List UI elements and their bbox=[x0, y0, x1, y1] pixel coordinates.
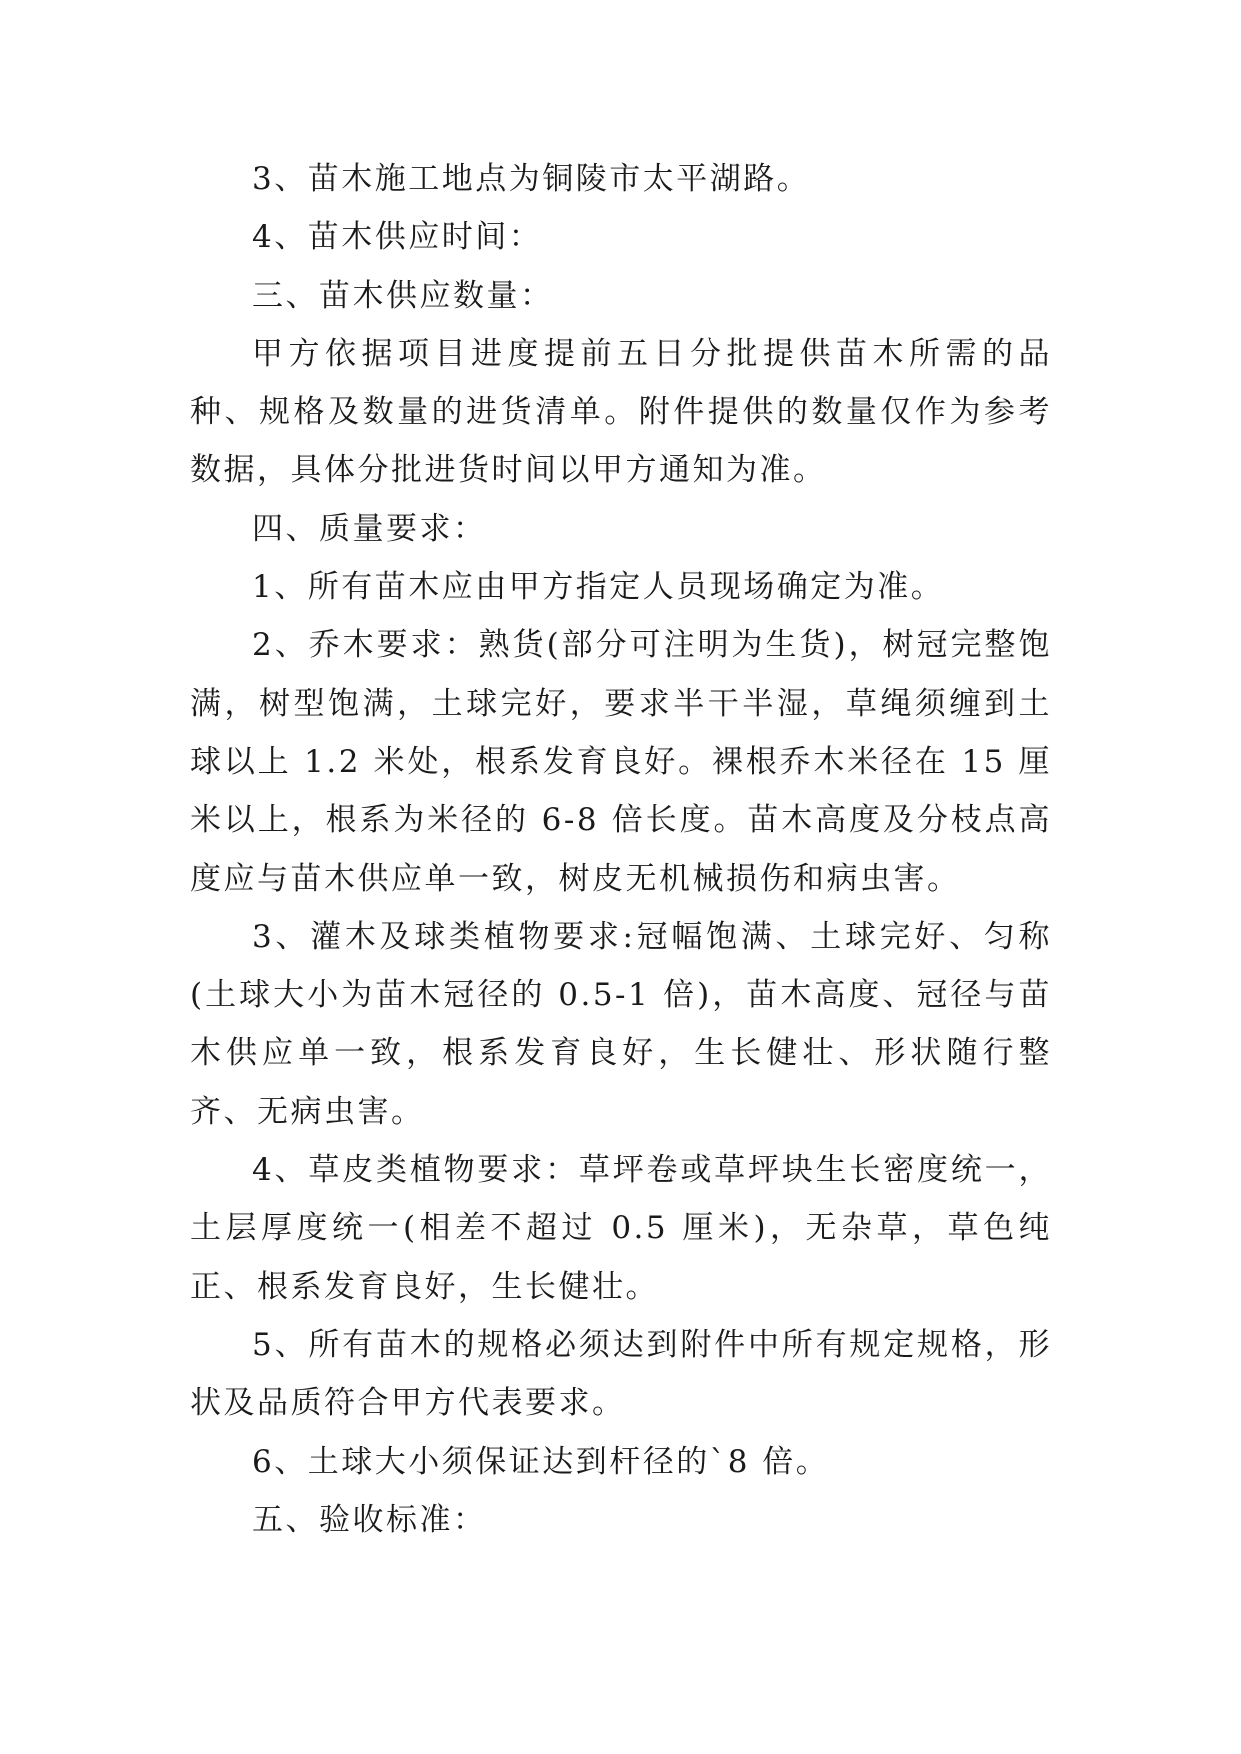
paragraph-quality-6-rootball: 6、土球大小须保证达到杆径的`8 倍。 bbox=[252, 1443, 830, 1480]
paragraph-quality-5-specs: 5、所有苗木的规格必须达到附件中所有规定规格，形状及品质符合甲方代表要求。 bbox=[190, 1326, 1052, 1422]
heading-quality-requirements: 四、质量要求： bbox=[252, 510, 487, 547]
paragraph-construction-site: 3、苗木施工地点为铜陵市太平湖路。 bbox=[252, 161, 811, 197]
document-body bbox=[190, 150, 1052, 1549]
paragraph-quality-3-shrubs: 3、灌木及球类植物要求:冠幅饱满、土球完好、匀称(土球大小为苗木冠径的 0.5-1 倍)，苗木高度、冠径与苗木供应单一致，根系发育良好，生长健壮、形状随行整齐、无病虫害。 bbox=[190, 918, 1052, 1130]
paragraph-quality-2-trees: 2、乔木要求：熟货(部分可注明为生货)，树冠完整饱满，树型饱满，土球完好，要求半干半湿，草绳须缠到土球以上 1.2 米处，根系发育良好。裸根乔木米径在 15 厘米以上，根系为米径的 6-8 倍长度。苗木高度及分枝点高度应与苗木供应单一致，树皮无机械损伤和病虫害。 bbox=[190, 627, 1052, 897]
heading-acceptance-standard: 五、验收标准： bbox=[252, 1501, 487, 1538]
paragraph-quality-1: 1、所有苗木应由甲方指定人员现场确定为准。 bbox=[252, 569, 945, 606]
paragraph-quantity-details: 甲方依据项目进度提前五日分批提供苗木所需的品种、规格及数量的进货清单。附件提供的数量仅作为参考数据，具体分批进货时间以甲方通知为准。 bbox=[190, 335, 1052, 489]
paragraph-quality-4-turf: 4、草皮类植物要求：草坪卷或草坪块生长密度统一，土层厚度统一(相差不超过 0.5 厘米)，无杂草，草色纯正、根系发育良好，生长健壮。 bbox=[190, 1152, 1052, 1305]
heading-supply-quantity: 三、苗木供应数量： bbox=[252, 277, 554, 314]
paragraph-supply-time: 4、苗木供应时间： bbox=[252, 219, 543, 256]
